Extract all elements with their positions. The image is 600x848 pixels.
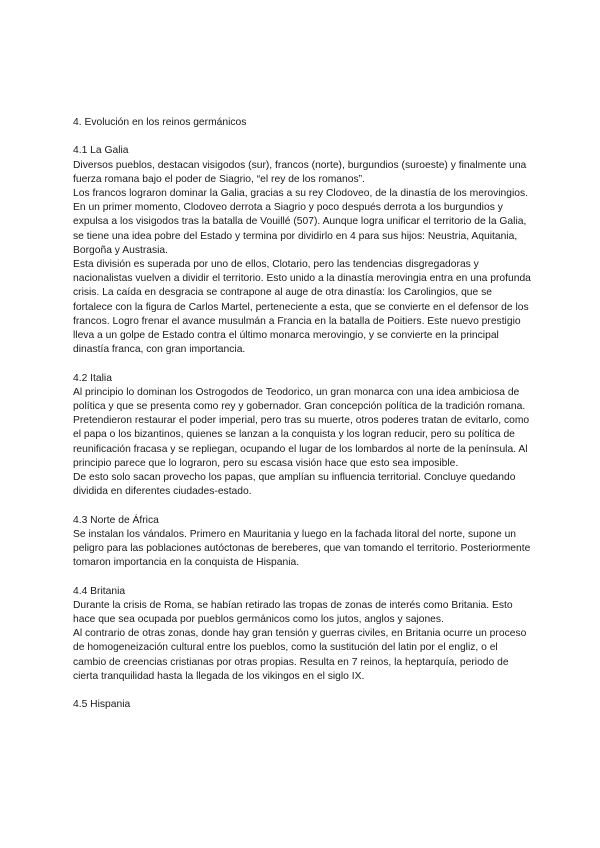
chapter-title: 4. Evolución en los reinos germánicos (73, 117, 247, 128)
section-heading-galia: 4.1 La Galia (73, 145, 129, 157)
paragraph: Al contrario de otras zonas, donde hay gran tensión y guerras civiles, en Britania ocurre un proceso de homogeneización cultural entre los pueblos, como la sustitución del latin por el engliz, o el cambio de creencias cristianas por otras propias. Resulta en 7 reinos, la heptarquía, periodo de cierta tranquilidad hasta la llegada de los vikingos en el siglo IX. (73, 628, 527, 682)
paragraph: Esta división es superada por uno de ellos, Clotario, pero las tendencias disgregadoras y nacionalistas vuelven a dividir el territorio. Esto unido a la dinastía merovingia entra en una profunda crisis. La caída en desgracia se contrapone al auge de otra dinastía: los Carolingios, que se fortalece con la figura de Carlos Martel, perteneciente a esta, que se convierte en el defensor de los francos. Logro frenar el avance musulmán a Francia en la batalla de Poitiers. Este nuevo prestigio lleva a un golpe de Estado contra el último monarca merovingio, y se convierte en la principal dinastía franca, con gran importancia. (73, 259, 531, 356)
section-heading-norte-de-africa: 4.3 Norte de África (73, 514, 159, 526)
paragraph: Los francos lograron dominar la Galia, gracias a su rey Clodoveo, de la dinastía de los merovingios. (73, 188, 529, 199)
paragraph: Diversos pueblos, destacan visigodos (sur), francos (norte), burgundios (suroeste) y finalmente una fuerza romana bajo el poder de Siagrio, “el rey de los romanos”. (73, 159, 527, 185)
document-body (73, 116, 533, 712)
section-heading-italia: 4.2 Italia (73, 372, 112, 384)
section-heading-hispania: 4.5 Hispania (73, 699, 131, 711)
section-heading-britania: 4.4 Britania (73, 585, 126, 597)
paragraph: De esto solo sacan provecho los papas, que amplían su influencia territorial. Concluye quedando dividida en diferentes ciudades-estado. (73, 472, 516, 498)
paragraph: Se instalan los vándalos. Primero en Mauritania y luego en la fachada litoral del norte, supone un peligro para las poblaciones autóctonas de bereberes, que van tomando el territorio. Posteriormente tomaron importancia en la conquista de Hispania. (73, 528, 531, 569)
paragraph: En un primer momento, Clodoveo derrota a Siagrio y poco después derrota a los burgundios y expulsa a los visigodos tras la batalla de Vouillé (507). Aunque logra unificar el territorio de la Galia, se tiene una idea pobre del Estado y termina por dividirlo en 4 para sus hijos: Neustria, Aquitania, Borgoña y Austrasia. (73, 202, 527, 256)
paragraph: Al principio lo dominan los Ostrogodos de Teodorico, un gran monarca con una idea ambiciosa de política y que se presenta como rey y gobernador. Gran concepción política de la tradición romana. Pretendieron restaurar el poder imperial, pero tras su muerte, otros poderes tratan de evitarlo, como el papa o los bizantinos, quienes se lanzan a la conquista y los logran reducir, pero su política de reunificación fracasa y se repliegan, ocupando el lugar de los lombardos al norte de la península. Al principio parece que lo lograron, pero su escasa visión hace que esto sea imposible. (73, 386, 530, 469)
paragraph: Durante la crisis de Roma, se habían retirado las tropas de zonas de interés como Britania. Esto hace que sea ocupada por pueblos germánicos como los jutos, anglos y sajones. (73, 599, 513, 626)
